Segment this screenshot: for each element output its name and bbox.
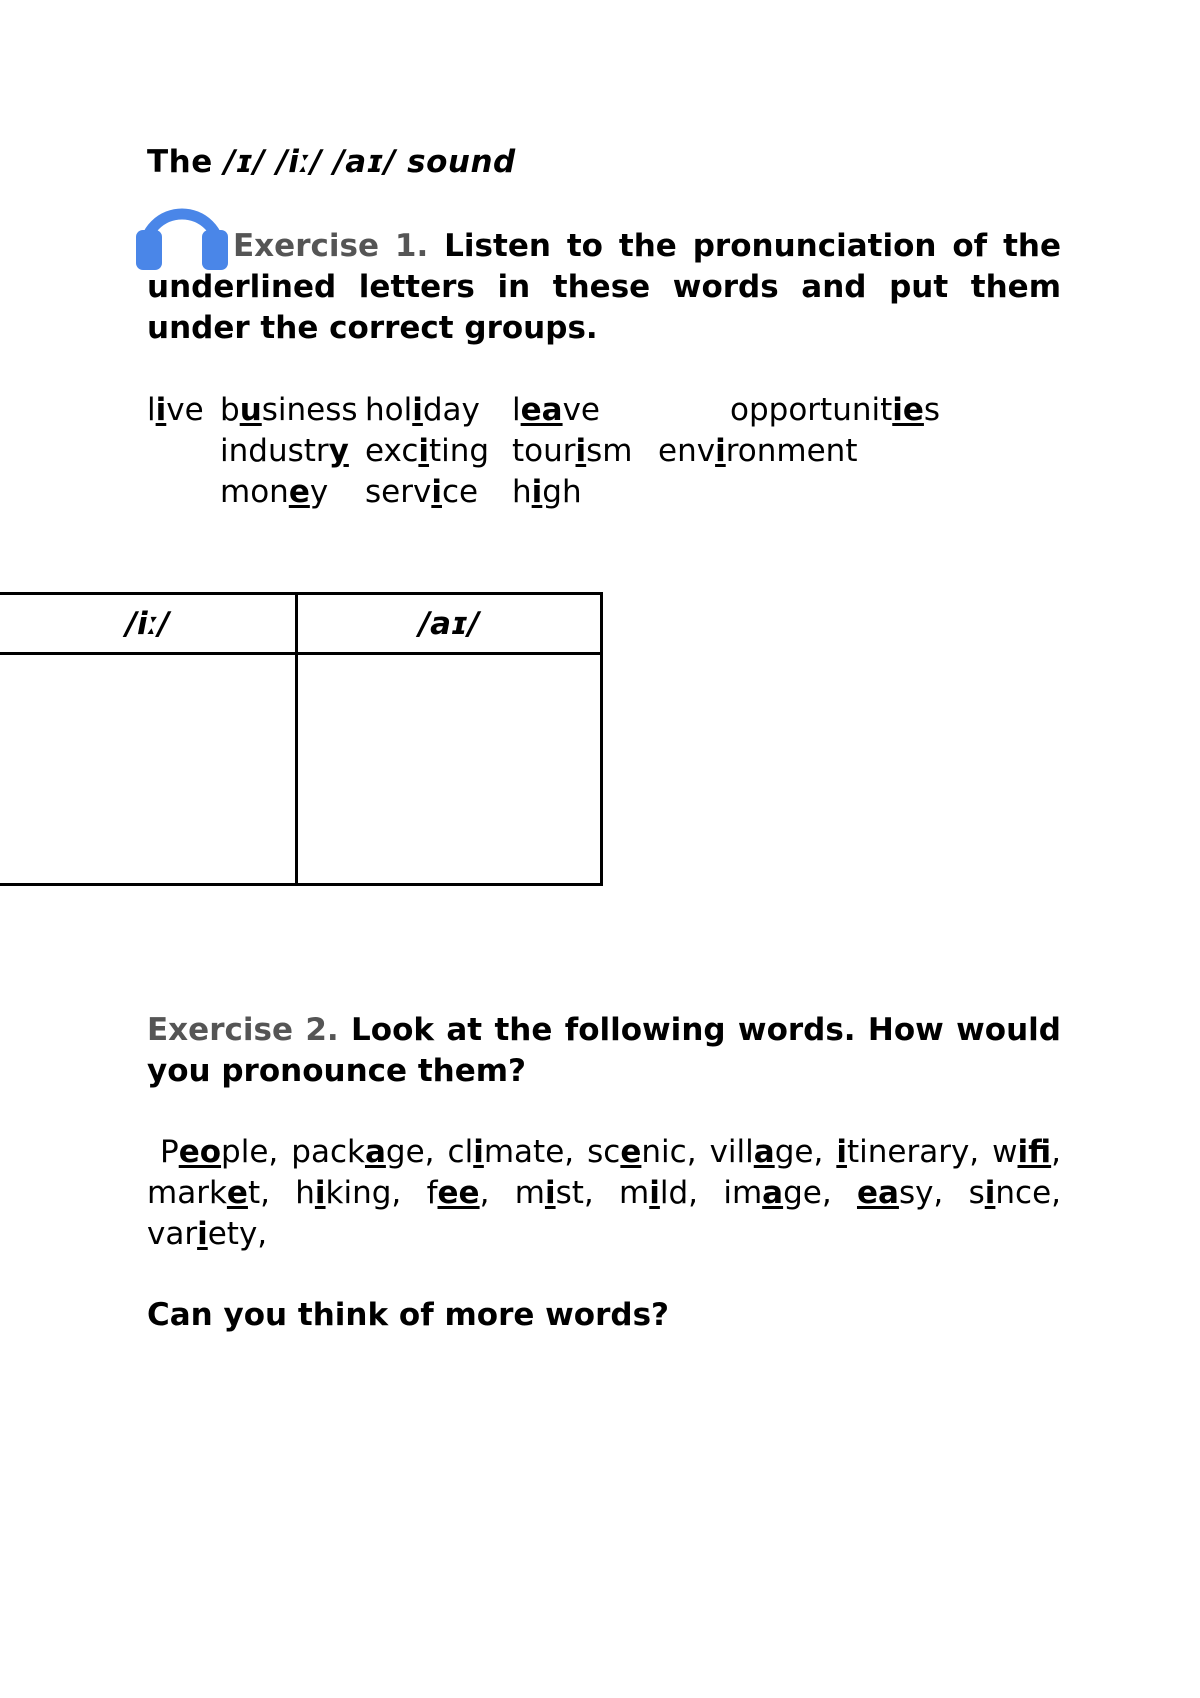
word-service: service [365,474,479,510]
page-title [147,144,516,180]
column-header-ii: /iː/ [0,594,297,654]
ex2-word: scenic, [587,1134,710,1170]
answer-cell-ii[interactable] [0,654,297,885]
ex2-word: mist, [514,1175,620,1211]
ex2-word: mild, [619,1175,724,1211]
exercise-1-text [147,226,1061,349]
word-money: money [220,474,329,510]
ex2-word: village, [709,1134,837,1170]
ex2-word: easy, [856,1175,969,1211]
word-live: live [147,392,204,428]
ex2-word: People, [147,1134,292,1170]
word-business: business [220,392,358,428]
more-words-question: Can you think of more words? [147,1297,670,1333]
word-leave: leave [512,392,600,428]
ex2-word: climate, [447,1134,588,1170]
sound-groups-table [0,592,603,886]
exercise-2-word-list [147,1132,1061,1255]
exercise-1-label: Exercise 1. [233,228,429,264]
exercise-1-instruction: Listen to the pronunciation of the underlined letters in these words and put them under the correct groups. [147,228,1061,346]
exercise-2-text [147,1010,1061,1092]
exercise-2-label: Exercise 2. [147,1012,339,1048]
ex2-word: package, [291,1134,448,1170]
word-environment: environment [658,433,858,469]
ex2-word: hiking, [295,1175,427,1211]
word-high: high [512,474,582,510]
ex2-word: fee, [426,1175,515,1211]
column-header-ai: /aɪ/ [297,594,602,654]
exercise-2-instruction: Look at the following words. How would you pronounce them? [147,1012,1061,1089]
word-holiday: holiday [365,392,480,428]
word-industry: industry [220,433,349,469]
title-prefix: The [147,144,225,180]
word-opportunities: opportunities [730,392,941,428]
answer-cell-ai[interactable] [297,654,602,885]
ex2-word: itinerary, [836,1134,993,1170]
ex2-word: market, [147,1175,296,1211]
word-tourism: tourism [512,433,633,469]
word-exciting: exciting [365,433,490,469]
title-phonemes: /ɪ/ /iː/ /aɪ/ sound [224,144,516,180]
ex2-word: since, [968,1175,1062,1211]
ex2-word: variety, [147,1216,268,1252]
ex2-word: image, [723,1175,857,1211]
ex2-word: wifi, [992,1134,1061,1170]
